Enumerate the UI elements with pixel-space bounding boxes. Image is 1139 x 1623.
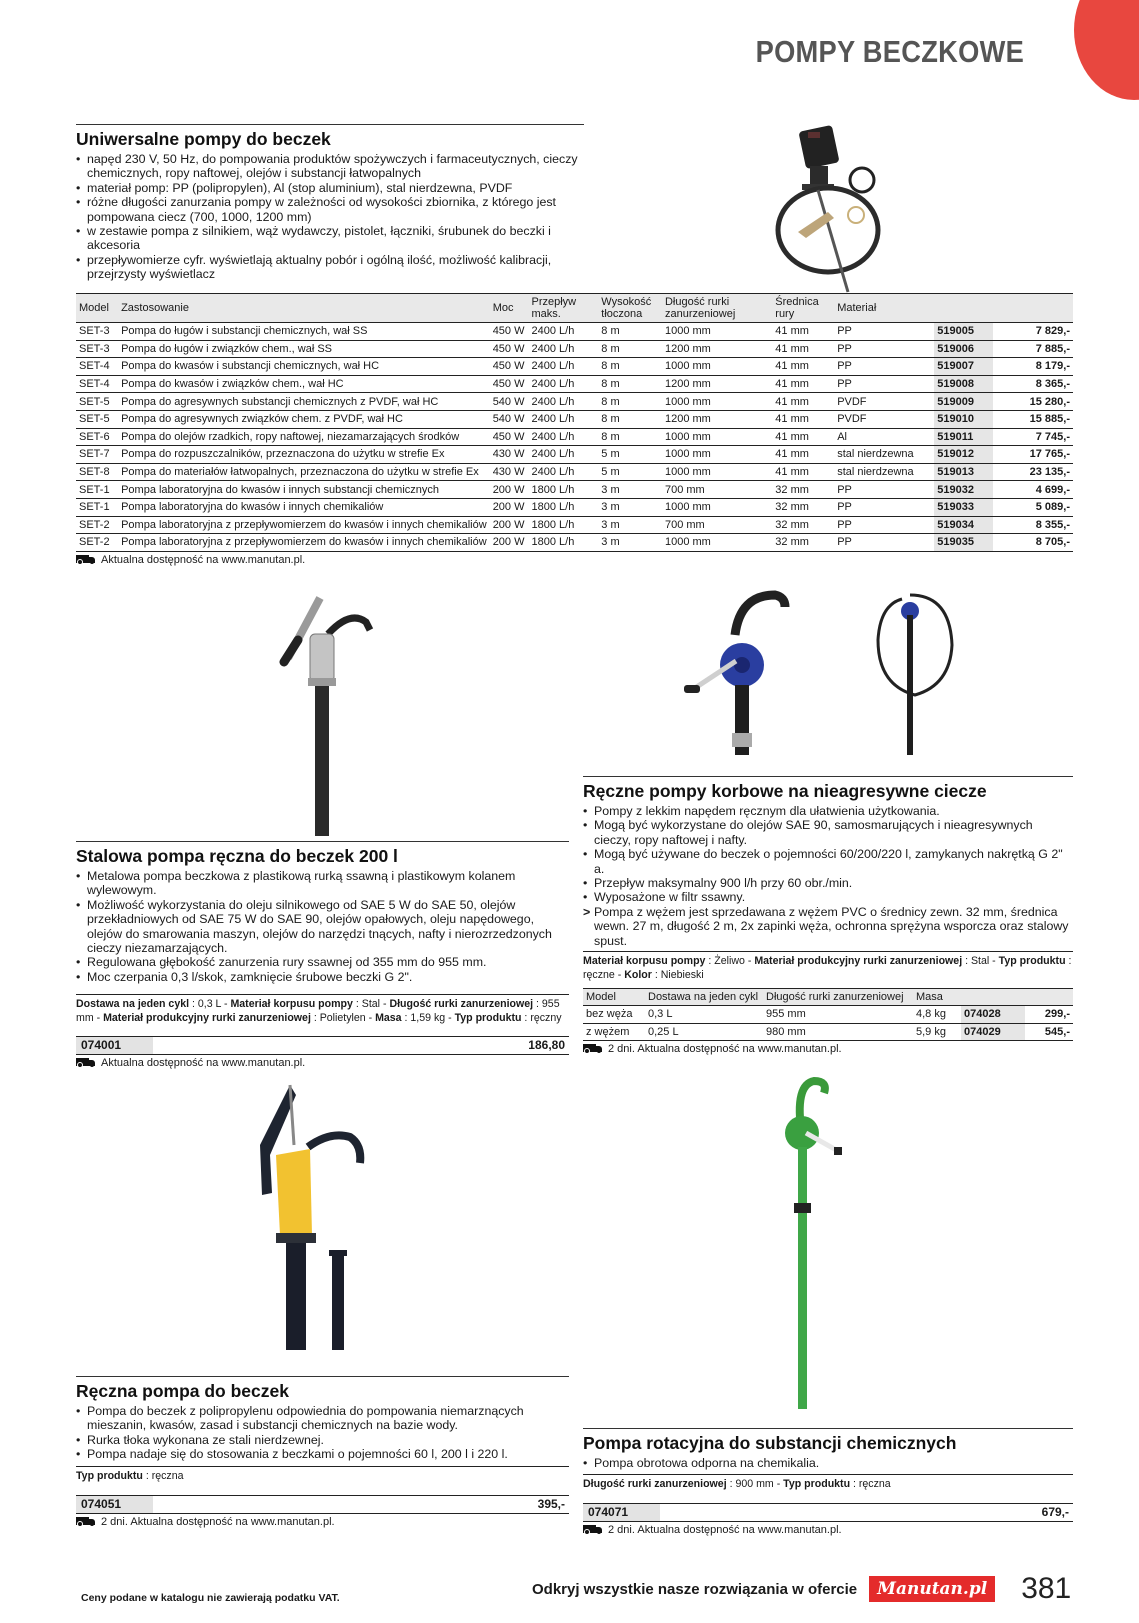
table-cell: 1000 mm	[662, 323, 772, 341]
attribute-value: : 1,59 kg	[401, 1012, 446, 1025]
product-code[interactable]: 519033	[934, 498, 993, 516]
table-cell: 41 mm	[772, 410, 834, 428]
product-price: 15 885,-	[993, 410, 1073, 428]
footer-cta: Odkryj wszystkie nasze rozwiązania w ofercie	[532, 1580, 858, 1598]
attribute-label: Materiał korpusu pompy	[230, 998, 353, 1011]
table-row	[76, 481, 1073, 499]
table-cell: SET-5	[76, 410, 118, 428]
table-cell: 1000 mm	[662, 446, 772, 464]
section-title: Pompa rotacyjna do substancji chemicznych	[583, 1433, 957, 1453]
table-row	[76, 498, 1073, 516]
table-cell: 41 mm	[772, 463, 834, 481]
table-row	[76, 446, 1073, 464]
table-cell: 3 m	[598, 481, 662, 499]
table-cell: Pompa do rozpuszczalników, przeznaczona do użytku w strefie Ex	[118, 446, 490, 464]
availability-note: 2 dni. Aktualna dostępność na www.manutan.pl.	[583, 1043, 1073, 1055]
universal-pump-table	[76, 293, 1073, 566]
attribute-label: Typ produktu	[454, 1012, 522, 1025]
product-code[interactable]: 074029	[961, 1023, 1025, 1041]
table-cell: Pompa laboratoryjna do kwasów i innych substancji chemicznych	[118, 481, 490, 499]
table-cell: 1800 L/h	[529, 534, 599, 552]
table-cell: PP	[834, 340, 934, 358]
table-cell: 32 mm	[772, 481, 834, 499]
spec-table	[76, 293, 1073, 552]
table-cell: SET-1	[76, 481, 118, 499]
table-cell: PVDF	[834, 410, 934, 428]
product-code[interactable]: 519013	[934, 463, 993, 481]
product-price: 679,-	[1041, 1505, 1069, 1520]
product-price: 545,-	[1025, 1023, 1073, 1041]
bullet-item: • Moc czerpania 0,3 l/skok, zamknięcie śrubowe beczki G 2".	[76, 970, 569, 984]
table-cell: SET-2	[76, 516, 118, 534]
table-cell: 2400 L/h	[529, 375, 599, 393]
table-cell: 41 mm	[772, 375, 834, 393]
table-cell: 5,9 kg	[913, 1023, 961, 1041]
availability-note: Aktualna dostępność na www.manutan.pl.	[76, 1057, 569, 1069]
section-crank-pump	[583, 776, 1073, 1055]
table-cell: 41 mm	[772, 323, 834, 341]
table-cell: SET-4	[76, 358, 118, 376]
table-cell: 2400 L/h	[529, 393, 599, 411]
table-cell: 41 mm	[772, 428, 834, 446]
column-header: Dostawa na jeden cykl	[645, 989, 763, 1006]
column-header: Długość rurki zanurzeniowej	[662, 294, 772, 323]
feature-list	[76, 152, 584, 282]
vat-note: Ceny podane w katalogu nie zawierają podatku VAT.	[81, 1592, 340, 1604]
feature-list	[76, 869, 569, 984]
attribute-list	[76, 1466, 569, 1483]
table-cell: 1000 mm	[662, 463, 772, 481]
availability-note: 2 dni. Aktualna dostępność na www.manutan.pl.	[583, 1524, 1073, 1536]
section-title: Stalowa pompa ręczna do beczek 200 l	[76, 846, 398, 866]
table-row	[583, 1006, 1073, 1024]
table-cell: 2400 L/h	[529, 358, 599, 376]
table-row	[76, 410, 1073, 428]
table-cell: SET-8	[76, 463, 118, 481]
table-cell: 1200 mm	[662, 375, 772, 393]
table-cell: 3 m	[598, 498, 662, 516]
product-code[interactable]: 519008	[934, 375, 993, 393]
table-cell: 450 W	[490, 323, 529, 341]
attribute-label: Typ produktu	[783, 1478, 851, 1491]
table-cell: 2400 L/h	[529, 410, 599, 428]
table-cell: 8 m	[598, 410, 662, 428]
truck-icon	[76, 555, 96, 565]
table-cell: PP	[834, 323, 934, 341]
table-cell: SET-6	[76, 428, 118, 446]
table-cell: Pompa do materiałów łatwopalnych, przeznaczona do użytku w strefie Ex	[118, 463, 490, 481]
product-price: 395,-	[537, 1496, 565, 1511]
table-cell: 955 mm	[763, 1006, 913, 1024]
availability-note: 2 dni. Aktualna dostępność na www.manutan.pl.	[76, 1516, 569, 1528]
table-cell: PP	[834, 375, 934, 393]
product-price: 8 179,-	[993, 358, 1073, 376]
crank-pump-with-hose-image	[870, 585, 960, 755]
column-header: Masa	[913, 989, 961, 1006]
table-cell: 3 m	[598, 534, 662, 552]
bullet-item: • Regulowana głębokość zanurzenia rury ssawnej od 355 mm do 955 mm.	[76, 955, 569, 969]
bullet-item: • Wyposażone w filtr ssawny.	[583, 890, 1073, 904]
table-cell: 4,8 kg	[913, 1006, 961, 1024]
attribute-label: Dostawa na jeden cykl	[76, 998, 190, 1011]
price-row	[583, 1503, 1073, 1522]
table-cell: 980 mm	[763, 1023, 913, 1041]
table-cell: Pompa do kwasów i substancji chemicznych, wał HC	[118, 358, 490, 376]
table-cell: 450 W	[490, 375, 529, 393]
bullet-item: • Pompa do beczek z polipropylenu odpowiednia do pompowania niemarznących mieszanin, kwasów, zasad i substancji chemicznych na bazie wody.	[76, 1404, 569, 1433]
attribute-value: : 955 mm	[76, 998, 560, 1025]
attribute-value: : ręczne	[583, 955, 1072, 982]
table-cell: 41 mm	[772, 393, 834, 411]
table-row	[76, 393, 1073, 411]
column-header	[934, 294, 993, 323]
table-cell: 1000 mm	[662, 498, 772, 516]
table-cell: 1200 mm	[662, 410, 772, 428]
column-header: Wysokość tłoczona	[598, 294, 662, 323]
table-cell: PP	[834, 534, 934, 552]
table-cell: 540 W	[490, 393, 529, 411]
table-cell: Pompa laboratoryjna do kwasów i innych chemikaliów	[118, 498, 490, 516]
attribute-value: : Niebieski	[651, 969, 704, 982]
attribute-value: : Stal	[352, 998, 381, 1011]
table-row	[583, 1023, 1073, 1041]
price-row	[76, 1495, 569, 1514]
table-cell: 2400 L/h	[529, 340, 599, 358]
attribute-value: : ręczny	[521, 1012, 562, 1025]
feature-list	[583, 1456, 1073, 1470]
chapter-accent-circle	[1074, 0, 1139, 100]
column-header	[961, 989, 1025, 1006]
table-row	[76, 534, 1073, 552]
product-price: 8 355,-	[993, 516, 1073, 534]
bullet-item: • w zestawie pompa z silnikiem, wąż wydawczy, pistolet, łączniki, śrubunek do beczki i akcesoria	[76, 224, 584, 253]
truck-icon	[76, 1058, 96, 1068]
table-row	[76, 375, 1073, 393]
table-cell: 8 m	[598, 375, 662, 393]
table-cell: 8 m	[598, 393, 662, 411]
product-price: 7 745,-	[993, 428, 1073, 446]
product-price: 5 089,-	[993, 498, 1073, 516]
page-number: 381	[1021, 1572, 1072, 1605]
crank-pump-table	[583, 988, 1073, 1041]
table-cell: 8 m	[598, 358, 662, 376]
table-cell: 1000 mm	[662, 393, 772, 411]
table-row	[76, 428, 1073, 446]
table-cell: 1800 L/h	[529, 498, 599, 516]
table-cell: 0,3 L	[645, 1006, 763, 1024]
table-cell: 2400 L/h	[529, 323, 599, 341]
table-cell: 1000 mm	[662, 534, 772, 552]
table-cell: 540 W	[490, 410, 529, 428]
table-cell: PP	[834, 516, 934, 534]
table-cell: 0,25 L	[645, 1023, 763, 1041]
section-title: Uniwersalne pompy do beczek	[76, 129, 331, 149]
manutan-logo[interactable]: Manutan.pl	[869, 1576, 995, 1602]
column-header	[993, 294, 1073, 323]
table-cell: 32 mm	[772, 498, 834, 516]
table-cell: 41 mm	[772, 340, 834, 358]
product-code[interactable]: 519005	[934, 323, 993, 341]
table-cell: stal nierdzewna	[834, 446, 934, 464]
table-cell: 41 mm	[772, 358, 834, 376]
attribute-list: Materiał korpusu pompy : Żeliwo - Materiał produkcyjny rurki zanurzeniowej : Stal - Typ produktu : ręczne - Kolor : Niebieski	[583, 951, 1073, 982]
attribute-label: Masa	[375, 1012, 402, 1025]
price-row	[76, 1036, 569, 1055]
table-cell: PP	[834, 498, 934, 516]
section-title: Ręczna pompa do beczek	[76, 1381, 289, 1401]
product-code[interactable]: 519006	[934, 340, 993, 358]
attribute-label: Typ produktu	[998, 955, 1066, 968]
table-cell: SET-3	[76, 323, 118, 341]
table-row	[76, 516, 1073, 534]
bullet-item: • różne długości zanurzania pompy w zależności od wysokości zbiornika, z którego jest pompowana ciecz (700, 1000, 1200 mm)	[76, 195, 584, 224]
column-header: Długość rurki zanurzeniowej	[763, 989, 913, 1006]
table-cell: 700 mm	[662, 481, 772, 499]
attribute-label: Kolor	[624, 969, 652, 982]
truck-icon	[76, 1517, 96, 1527]
attribute-label: Materiał produkcyjny rurki zanurzeniowej	[103, 1012, 311, 1025]
product-code[interactable]: 519035	[934, 534, 993, 552]
table-cell: stal nierdzewna	[834, 463, 934, 481]
product-price: 8 365,-	[993, 375, 1073, 393]
table-cell: 430 W	[490, 463, 529, 481]
attribute-value: : Stal	[962, 955, 990, 968]
table-cell: 32 mm	[772, 534, 834, 552]
bullet-item: • Metalowa pompa beczkowa z plastikową rurką ssawną i plastikowym kolanem wylewowym.	[76, 869, 569, 898]
product-code[interactable]: 074051	[76, 1496, 153, 1513]
crank-pump-image	[680, 585, 800, 755]
bullet-item: • Pompa nadaje się do stosowania z beczkami o pojemności 60 l, 200 l i 220 l.	[76, 1447, 569, 1461]
section-rotary-pump	[583, 1428, 1073, 1536]
attribute-label: Typ produktu	[76, 1469, 143, 1482]
bullet-item: • Mogą być używane do beczek o pojemności 60/200/220 l, zamykanych nakrętką G 2" a.	[583, 847, 1073, 876]
product-code[interactable]: 519007	[934, 358, 993, 376]
table-cell: 450 W	[490, 358, 529, 376]
product-code[interactable]: 519009	[934, 393, 993, 411]
table-row	[76, 463, 1073, 481]
table-cell: Pompa do kwasów i związków chem., wał HC	[118, 375, 490, 393]
attribute-list: Długość rurki zanurzeniowej : 900 mm - Typ produktu : ręczna	[583, 1474, 1073, 1491]
attribute-value: : Polietylen	[310, 1012, 366, 1025]
product-code[interactable]: 519012	[934, 446, 993, 464]
bullet-item: • napęd 230 V, 50 Hz, do pompowania produktów spożywczych i farmaceutycznych, cieczy chemicznych, ropy naftowej, olejów i substancji łatwopalnych	[76, 152, 584, 181]
table-cell: 1000 mm	[662, 358, 772, 376]
table-cell: 8 m	[598, 323, 662, 341]
table-cell: SET-7	[76, 446, 118, 464]
column-header	[1025, 989, 1073, 1006]
product-code[interactable]: 519011	[934, 428, 993, 446]
product-price: 299,-	[1025, 1006, 1073, 1024]
product-price: 186,80	[528, 1038, 565, 1053]
table-cell: 200 W	[490, 481, 529, 499]
attribute-label: Długość rurki zanurzeniowej	[583, 1478, 727, 1491]
table-cell: Pompa do ługów i związków chem., wał SS	[118, 340, 490, 358]
table-cell: 2400 L/h	[529, 446, 599, 464]
table-cell: 2400 L/h	[529, 463, 599, 481]
attribute-label: Materiał produkcyjny rurki zanurzeniowej	[754, 955, 963, 968]
column-header: Przepływ maks.	[529, 294, 599, 323]
table-cell: 1800 L/h	[529, 516, 599, 534]
table-cell: Pompa laboratoryjna z przepływomierzem do kwasów i innych chemikaliów	[118, 534, 490, 552]
attribute-value: : 900 mm	[726, 1478, 774, 1491]
table-cell: 1200 mm	[662, 340, 772, 358]
table-cell: 41 mm	[772, 446, 834, 464]
table-cell: 430 W	[490, 446, 529, 464]
table-cell: SET-3	[76, 340, 118, 358]
column-header: Materiał	[834, 294, 934, 323]
section-steel-pump	[76, 841, 569, 1069]
table-cell: 8 m	[598, 428, 662, 446]
table-cell: SET-1	[76, 498, 118, 516]
table-cell: Pompa laboratoryjna z przepływomierzem do kwasów i innych chemikaliów	[118, 516, 490, 534]
bullet-item: • Pompy z lekkim napędem ręcznym dla ułatwienia użytkowania.	[583, 804, 1073, 818]
product-code[interactable]: 074001	[76, 1037, 153, 1054]
chapter-title: POMPY BECZKOWE	[755, 34, 1024, 69]
column-header: Zastosowanie	[118, 294, 490, 323]
steel-hand-pump-image	[270, 592, 380, 837]
polypropylene-hand-pump-image	[250, 1075, 390, 1350]
table-cell: Pompa do ługów i substancji chemicznych, wał SS	[118, 323, 490, 341]
table-cell: PP	[834, 481, 934, 499]
table-cell: 200 W	[490, 498, 529, 516]
table-cell: 200 W	[490, 516, 529, 534]
table-cell: 5 m	[598, 446, 662, 464]
table-cell: 3 m	[598, 516, 662, 534]
column-header: Moc	[490, 294, 529, 323]
table-cell: PVDF	[834, 393, 934, 411]
section-universal	[76, 124, 584, 282]
product-price: 4 699,-	[993, 481, 1073, 499]
table-cell: Pompa do olejów rzadkich, ropy naftowej, niezamarzających środków	[118, 428, 490, 446]
product-price: 7 885,-	[993, 340, 1073, 358]
product-code[interactable]: 519034	[934, 516, 993, 534]
note-item: > Pompa z wężem jest sprzedawana z wężem PVC o średnicy zewn. 32 mm, średnica wewn. 27 m, długość 2 m, 2x zapinki węża, ochronna sprężyna wsporcza oraz stalowy spust.	[583, 905, 1073, 948]
table-cell: 450 W	[490, 340, 529, 358]
product-price: 17 765,-	[993, 446, 1073, 464]
rotary-pump-image	[780, 1075, 860, 1410]
table-cell: 1000 mm	[662, 428, 772, 446]
electric-pump-image	[770, 120, 890, 295]
table-cell: SET-2	[76, 534, 118, 552]
feature-list	[76, 1404, 569, 1462]
bullet-item: • Możliwość wykorzystania do oleju silnikowego od SAE 5 W do SAE 50, olejów przekładniowych od SAE 75 W do SAE 90, olejów opałowych, oleju napędowego, olejów do smarowania maszyn, olejów do narzędzi tnących, nafty i nierozrzedzonych cieczy niezamarzających.	[76, 898, 569, 956]
bullet-item: • przepływomierze cyfr. wyświetlają aktualny pobór i ogólną ilość, możliwość kalibracji, przejrzysty wyświetlacz	[76, 253, 584, 282]
table-cell: 200 W	[490, 534, 529, 552]
footer-cta-row	[532, 1572, 1071, 1606]
table-cell: 700 mm	[662, 516, 772, 534]
bullet-item: • Mogą być wykorzystane do olejów SAE 90, samosmarujących i nieagresywnych cieczy, ropy naftowej i nafty.	[583, 818, 1073, 847]
product-code[interactable]: 074028	[961, 1006, 1025, 1024]
column-header: Model	[583, 989, 645, 1006]
table-cell: SET-5	[76, 393, 118, 411]
table-row	[76, 358, 1073, 376]
attribute-label: Długość rurki zanurzeniowej	[389, 998, 534, 1011]
table-cell: 1800 L/h	[529, 481, 599, 499]
column-header: Średnica rury	[772, 294, 834, 323]
table-cell: bez węża	[583, 1006, 645, 1024]
product-price: 23 135,-	[993, 463, 1073, 481]
attribute-value: : Żeliwo	[705, 955, 745, 968]
table-cell: Pompa do agresywnych substancji chemicznych z PVDF, wał HC	[118, 393, 490, 411]
table-cell: 5 m	[598, 463, 662, 481]
bullet-item: • Przepływ maksymalny 900 l/h przy 60 obr./min.	[583, 876, 1073, 890]
table-cell: 450 W	[490, 428, 529, 446]
attribute-value: : 0,3 L	[189, 998, 222, 1011]
column-header: Model	[76, 294, 118, 323]
truck-icon	[583, 1525, 603, 1535]
section-title: Ręczne pompy korbowe na nieagresywne ciecze	[583, 781, 987, 801]
availability-note: Aktualna dostępność na www.manutan.pl.	[76, 554, 1073, 566]
product-price: 8 705,-	[993, 534, 1073, 552]
table-cell: 32 mm	[772, 516, 834, 534]
attribute-value: : ręczna	[850, 1478, 891, 1491]
table-cell: PP	[834, 358, 934, 376]
product-code[interactable]: 519010	[934, 410, 993, 428]
table-cell: Pompa do agresywnych związków chem. z PVDF, wał HC	[118, 410, 490, 428]
bullet-item: • Pompa obrotowa odporna na chemikalia.	[583, 1456, 1073, 1470]
attribute-label: Materiał korpusu pompy	[583, 955, 706, 968]
table-cell: SET-4	[76, 375, 118, 393]
bullet-item: • Rurka tłoka wykonana ze stali nierdzewnej.	[76, 1433, 569, 1447]
product-price: 7 829,-	[993, 323, 1073, 341]
table-cell: Al	[834, 428, 934, 446]
table-row	[76, 340, 1073, 358]
product-price: 15 280,-	[993, 393, 1073, 411]
section-manual-pump	[76, 1376, 569, 1528]
table-cell: 8 m	[598, 340, 662, 358]
table-row	[76, 323, 1073, 341]
attribute-value: : ręczna	[142, 1469, 184, 1482]
table-cell: z wężem	[583, 1023, 645, 1041]
table-cell: 2400 L/h	[529, 428, 599, 446]
product-code[interactable]: 519032	[934, 481, 993, 499]
product-code[interactable]: 074071	[583, 1504, 660, 1521]
truck-icon	[583, 1044, 603, 1054]
bullet-item: • materiał pomp: PP (polipropylen), Al (stop aluminium), stal nierdzewna, PVDF	[76, 181, 584, 195]
feature-list	[583, 804, 1073, 948]
attribute-list: Dostawa na jeden cykl : 0,3 L - Materiał korpusu pompy : Stal - Długość rurki zanurzeniowej : 955 mm - Materiał produkcyjny rurki zanurzeniowej : Polietylen - Masa : 1,59 kg - Typ produktu : ręczny	[76, 994, 569, 1025]
